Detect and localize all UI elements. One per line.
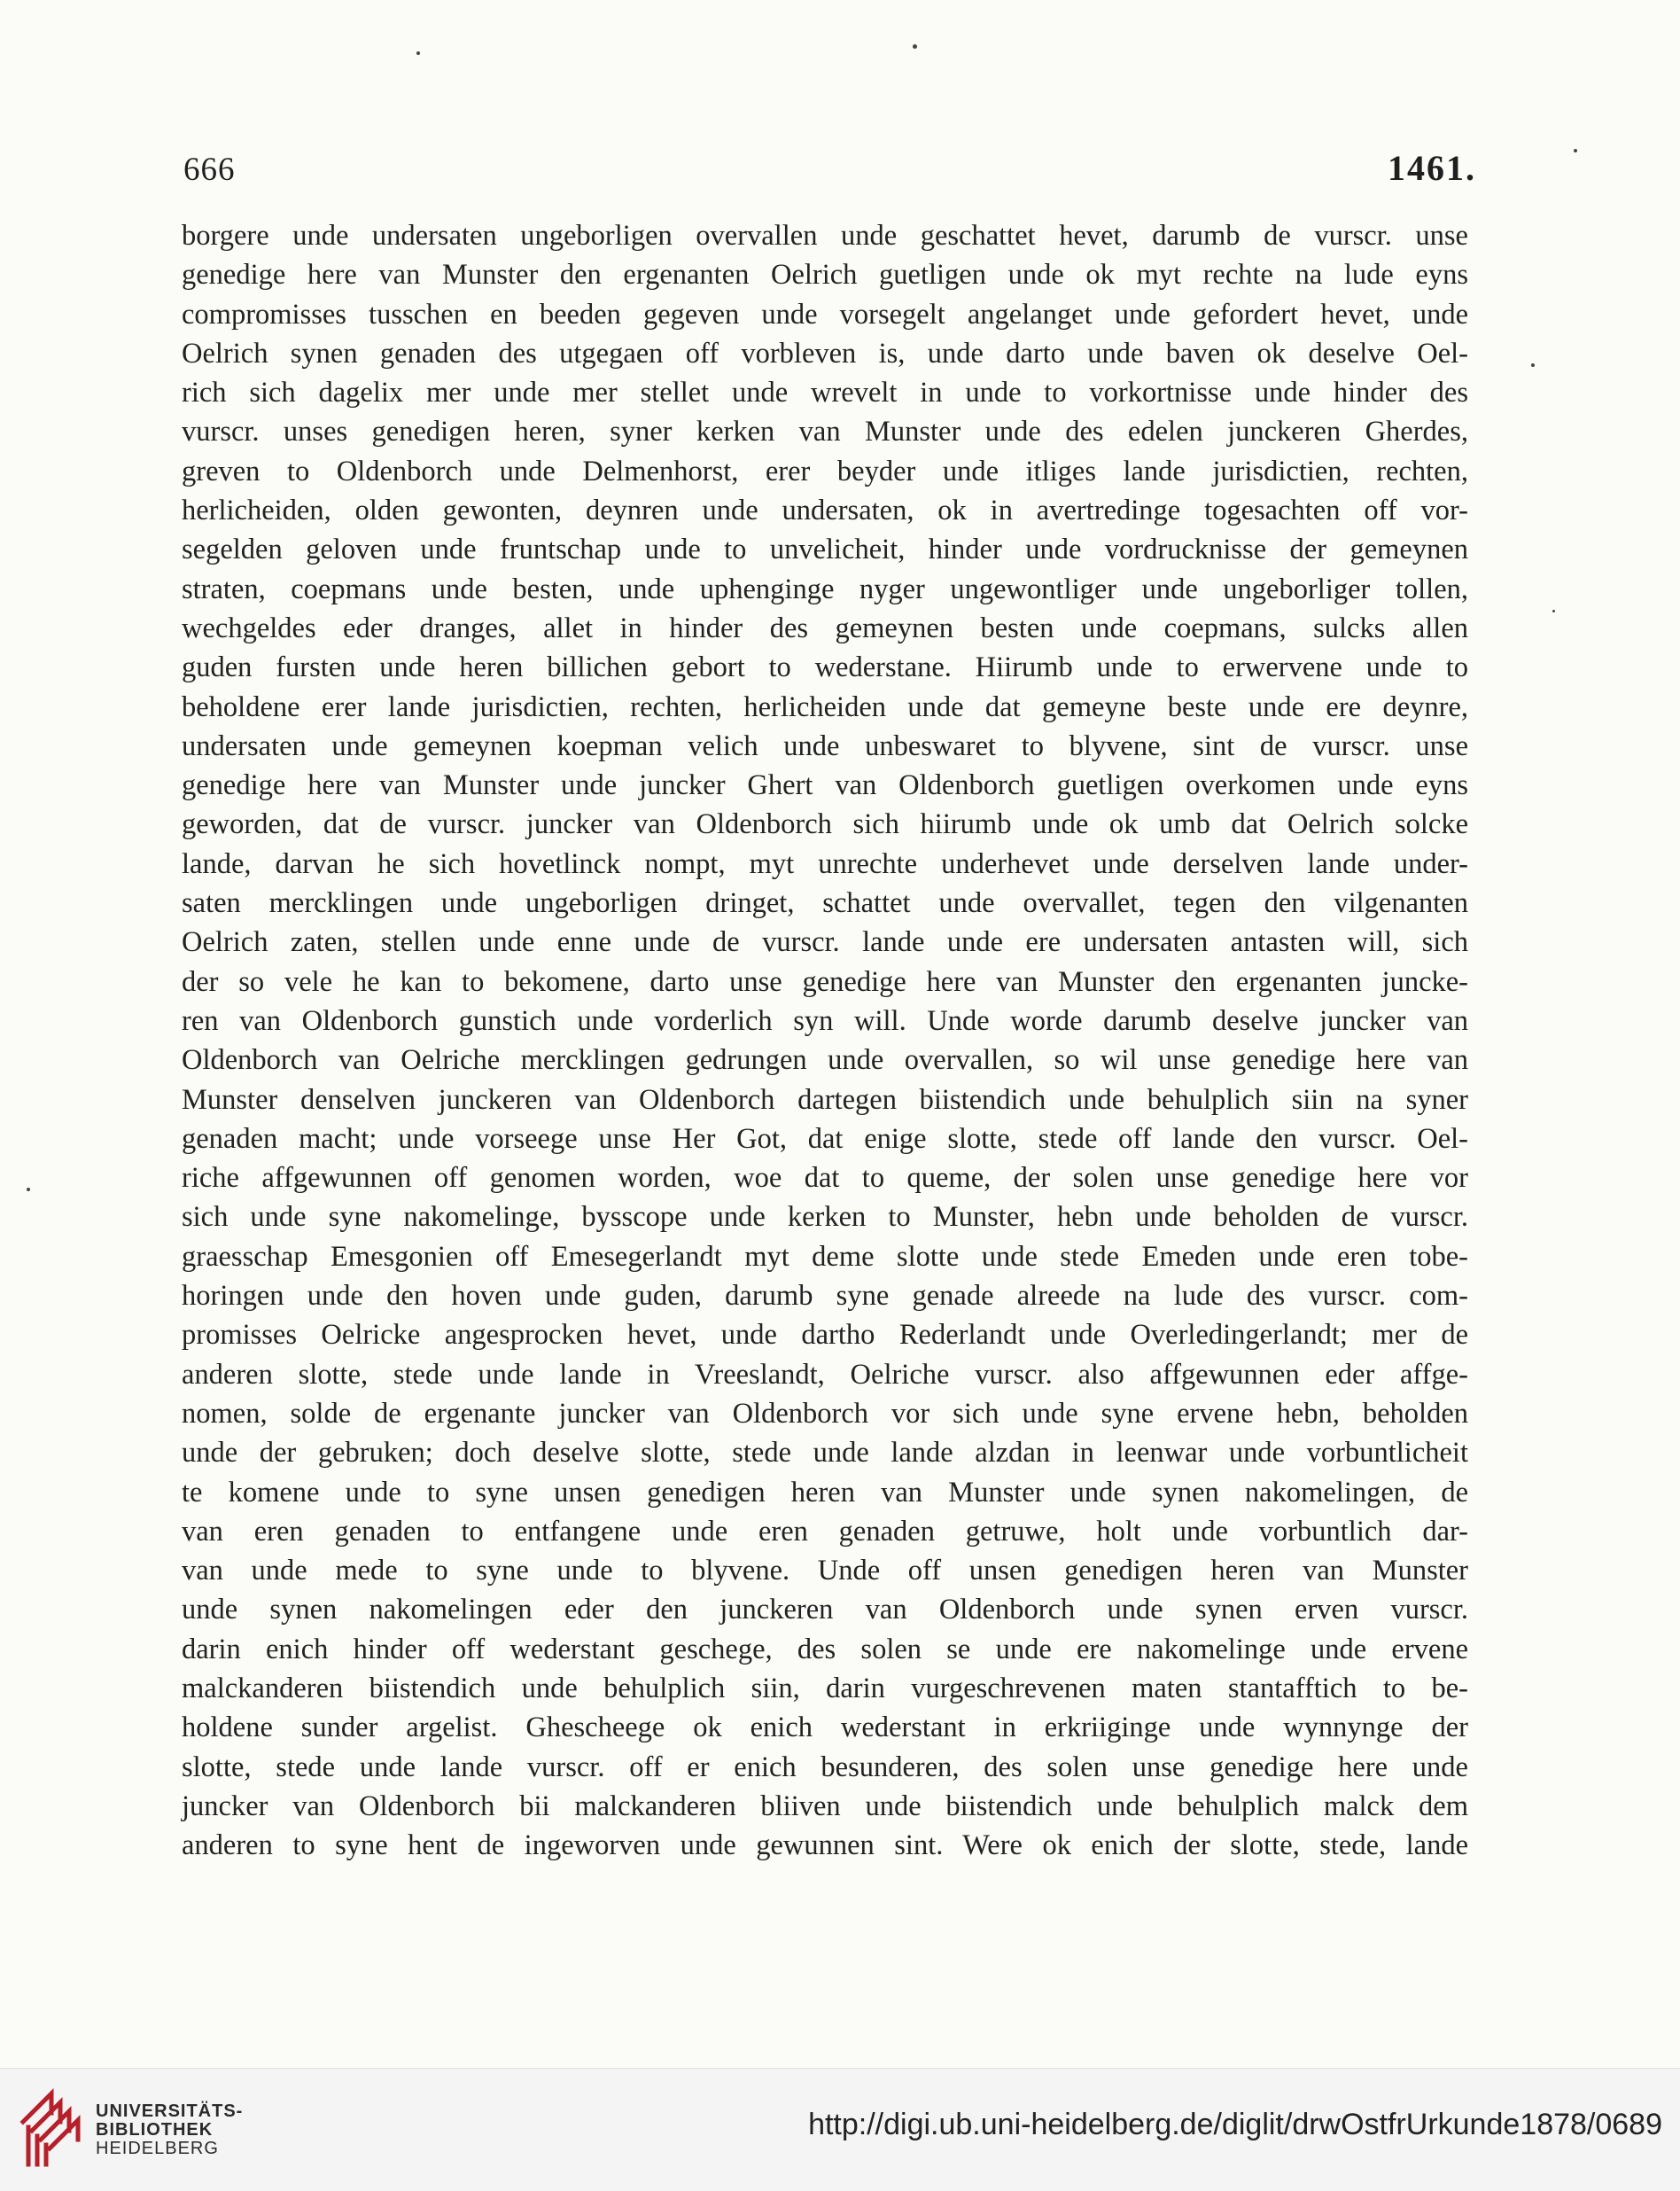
viewer-footer	[0, 2068, 1680, 2191]
text-line: undersaten unde gemeynen koepman velich unde unbeswaret to blyvene, sint de vurscr. unse	[182, 729, 1468, 762]
text-line: juncker van Oldenborch bii malckanderen bliiven unde biistendich unde behulplich malck dem	[182, 1789, 1468, 1822]
text-line: beholdene erer lande jurisdictien, rechten, herlicheiden unde dat gemeyne beste unde ere deynre,	[182, 690, 1468, 723]
text-line: horingen unde den hoven unde guden, darumb syne genade alreede na lude des vurscr. com-	[182, 1280, 1468, 1313]
text-line: slotte, stede unde lande vurscr. off er enich besunderen, des solen unse genedige here unde	[182, 1750, 1468, 1783]
text-line: anderen slotte, stede unde lande in Vreeslandt, Oelriche vurscr. also affgewunnen eder affge-	[182, 1358, 1468, 1391]
text-line: Oelrich synen genaden des utgegaen off vorbleven is, unde darto unde baven ok deselve Oel-	[182, 337, 1468, 370]
scan-speck	[1552, 610, 1555, 612]
text-line: genedige here van Munster den ergenanten Oelrich guetligen unde ok myt rechte na lude eyns	[182, 259, 1468, 292]
text-line: guden fursten unde heren billichen gebort to wederstane. Hiirumb unde to erwervene unde to	[182, 651, 1468, 684]
text-line: unde synen nakomelingen eder den junckeren van Oldenborch unde synen erven vurscr.	[182, 1594, 1468, 1626]
text-line: promisses Oelricke angesprocken hevet, unde dartho Rederlandt unde Overledingerlandt; mer de	[182, 1319, 1468, 1352]
text-line: Oelrich zaten, stellen unde enne unde de vurscr. lande unde ere undersaten antasten will, sich	[182, 926, 1468, 959]
scan-speck	[1574, 149, 1577, 152]
text-line: rich sich dagelix mer unde mer stellet unde wrevelt in unde to vorkortnisse unde hinder des	[182, 377, 1468, 409]
text-line: saten mercklingen unde ungeborligen dringet, schattet unde overvallet, tegen den vilgenanten	[182, 887, 1468, 920]
text-line: compromisses tusschen en beeden gegeven unde vorsegelt angelanget unde gefordert hevet, unde	[182, 298, 1468, 331]
text-line: lande, darvan he sich hovetlinck nompt, myt unrechte underhevet unde derselven lande under-	[182, 847, 1468, 880]
text-line: wechgeldes eder dranges, allet in hinder des gemeynen besten unde coepmans, sulcks allen	[182, 612, 1468, 644]
library-name-line: BIBLIOTHEK	[96, 2120, 214, 2140]
text-line: graesschap Emesgonien off Emesegerlandt myt deme slotte unde stede Emeden unde eren tobe-	[182, 1240, 1468, 1273]
text-line: van eren genaden to entfangene unde eren genaden getruwe, holt unde vorbuntlich dar-	[182, 1515, 1468, 1548]
text-line: segelden geloven unde fruntschap unde to unvelicheit, hinder unde vordrucknisse der gemeynen	[182, 534, 1468, 566]
text-line: holdene sunder argelist. Ghescheege ok enich wederstant in erkriiginge unde wynnynge der	[182, 1711, 1468, 1744]
page-year-header: 1461.	[1388, 148, 1476, 188]
text-line: Munster denselven junckeren van Oldenborch dartegen biistendich unde behulplich siin na syner	[182, 1083, 1468, 1116]
text-line: nomen, solde de ergenante juncker van Oldenborch vor sich unde syne ervene hebn, beholden	[182, 1397, 1468, 1430]
text-line: genedige here van Munster unde juncker Ghert van Oldenborch guetligen overkomen unde eyns	[182, 769, 1468, 802]
text-line: darin enich hinder off wederstant geschege, des solen se unde ere nakomelinge unde ervene	[182, 1633, 1468, 1665]
text-line: greven to Oldenborch unde Delmenhorst, erer beyder unde itliges lande jurisdictien, rechten,	[182, 455, 1468, 487]
text-line: geworden, dat de vurscr. juncker van Oldenborch sich hiirumb unde ok umb dat Oelrich solcke	[182, 808, 1468, 841]
text-line: riche affgewunnen off genomen worden, woe dat to queme, der solen unse genedige here vor	[182, 1162, 1468, 1195]
text-line: der so vele he kan to bekomene, darto unse genedige here van Munster den ergenanten juncke-	[182, 965, 1468, 998]
university-library-logo-icon[interactable]	[16, 2086, 101, 2172]
document-body	[182, 216, 1468, 1865]
text-line: Oldenborch van Oelriche mercklingen gedrungen unde overvallen, so wil unse genedige here van	[182, 1044, 1468, 1077]
text-line: ren van Oldenborch gunstich unde vorderlich syn will. Unde worde darumb deselve juncker van	[182, 1004, 1468, 1037]
permalink-url[interactable]: http://digi.ub.uni-heidelberg.de/diglit/drwOstfrUrkunde1878/0689	[808, 2108, 1662, 2141]
text-line: anderen to syne hent de ingeworven unde gewunnen sint. Were ok enich der slotte, stede, lande	[182, 1829, 1468, 1862]
library-name-line: HEIDELBERG	[96, 2139, 219, 2158]
text-line: vurscr. unses genedigen heren, syner kerken van Munster unde des edelen junckeren Gherdes,	[182, 416, 1468, 448]
text-line: herlicheiden, olden gewonten, deynren unde undersaten, ok in avertredinge togesachten off vor-	[182, 495, 1468, 527]
text-line: unde der gebruken; doch deselve slotte, stede unde lande alzdan in leenwar unde vorbuntlicheit	[182, 1437, 1468, 1470]
text-line: te komene unde to syne unsen genedigen heren van Munster unde synen nakomelingen, de	[182, 1476, 1468, 1509]
scan-speck	[27, 1188, 30, 1191]
text-line: sich unde syne nakomelinge, bysscope unde kerken to Munster, hebn unde beholden de vurscr.	[182, 1201, 1468, 1234]
page-number: 666	[183, 152, 236, 188]
library-name	[96, 2102, 243, 2158]
text-line: straten, coepmans unde besten, unde uphenginge nyger ungewontliger unde ungeborliger tollen,	[182, 573, 1468, 605]
text-line: genaden macht; unde vorseege unse Her Got, dat enige slotte, stede off lande den vurscr. Oel-	[182, 1122, 1468, 1155]
text-line: borgere unde undersaten ungeborligen overvallen unde geschattet hevet, darumb de vurscr. unse	[182, 220, 1468, 252]
library-name-line: UNIVERSITÄTS-	[96, 2101, 244, 2121]
scan-speck	[913, 44, 917, 49]
text-line: van unde mede to syne unde to blyvene. Unde off unsen genedigen heren van Munster	[182, 1555, 1468, 1587]
text-line: malckanderen biistendich unde behulplich siin, darin vurgeschrevenen maten stantafftich to be-	[182, 1672, 1468, 1704]
scan-speck	[416, 51, 420, 55]
scan-speck	[1531, 363, 1535, 367]
